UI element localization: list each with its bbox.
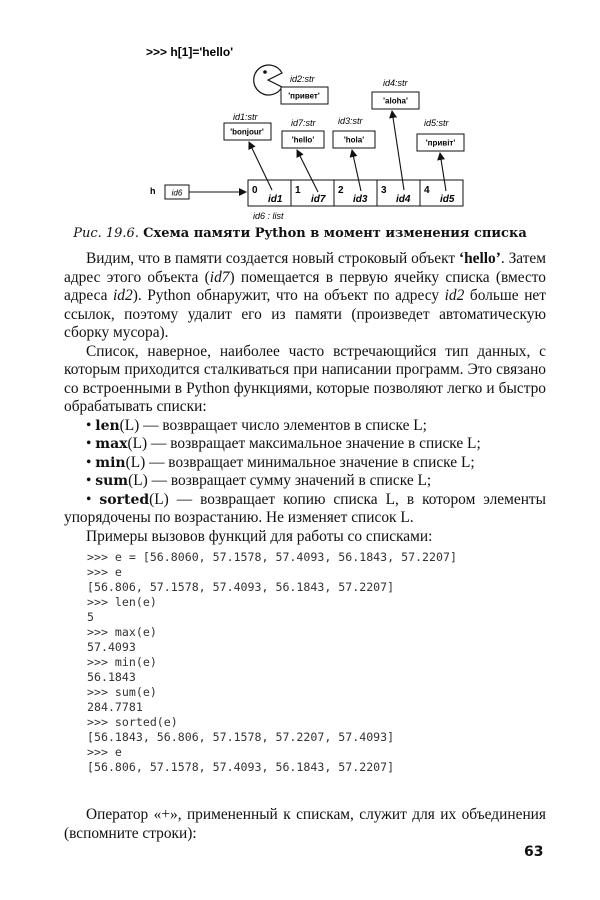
function-name: sorted <box>99 491 150 508</box>
italic-id: id7 <box>209 268 230 286</box>
code-line: >>> max(e) <box>87 625 157 639</box>
code-line: 5 <box>87 610 94 624</box>
list-item: • min(L) — возвращает минимальное значение в списке L; <box>86 453 475 471</box>
variable-ref: id6 <box>171 188 183 198</box>
function-desc: — возвращает число элементов в списке L; <box>139 416 427 434</box>
code-line: >>> e <box>87 745 122 759</box>
cell-index: 2 <box>338 185 344 196</box>
function-arg: (L) <box>128 472 148 489</box>
text-run: ). Python обнаружит, что на объект по адресу <box>132 287 445 304</box>
function-name: sum <box>95 473 129 489</box>
object-id-label: id7:str <box>291 118 316 128</box>
code-line: 284.7781 <box>87 700 143 714</box>
diagram-command: >>> h[1]='hello' <box>146 45 234 59</box>
object-id-label: id2:str <box>290 74 315 84</box>
cell-index: 0 <box>252 185 258 196</box>
cell-ref: id5 <box>440 194 455 205</box>
figure-caption <box>0 226 600 241</box>
list-item: • sum(L) — возвращает сумму значений в списке L; <box>86 472 432 489</box>
text-run: . Затем адрес этого объекта ( <box>64 250 547 286</box>
function-desc: — возвращает максимальное значение в списке L; <box>147 435 481 452</box>
code-line: [56.1843, 56.806, 57.1578, 57.2207, 57.4093] <box>87 730 395 744</box>
italic-id: id2 <box>113 287 133 304</box>
code-line: >>> sorted(e) <box>87 715 178 729</box>
examples-intro: Примеры вызовов функций для работы со списками: <box>86 527 433 545</box>
list-item: • max(L) — возвращает максимальное значение в списке L; <box>86 435 481 452</box>
function-desc: — возвращает сумму значений в списке L; <box>147 472 432 489</box>
cell-ref: id7 <box>311 194 326 205</box>
text-run: ) помещается в первую ячейку списка (вместо адреса <box>64 268 546 304</box>
code-line: >>> e = [56.8060, 57.1578, 57.4093, 56.1843, 57.2207] <box>87 550 457 564</box>
object-id-label: id4:str <box>383 78 408 88</box>
body-text <box>64 250 546 546</box>
code-line: >>> len(e) <box>87 595 157 609</box>
variable-label: h <box>150 186 156 196</box>
function-desc: — возвращает копию списка L, в котором элементы упорядочены по возрастанию. Не изменяет список L. <box>64 490 546 526</box>
function-arg: (L) <box>125 453 146 471</box>
page-number: 63 <box>524 844 544 860</box>
object-value: 'привіт' <box>425 138 456 148</box>
garbage-collector-icon <box>254 65 282 95</box>
object-value: 'hello' <box>291 135 315 145</box>
object-id-label: id5:str <box>424 118 449 128</box>
cell-ref: id3 <box>353 194 368 205</box>
pointer-arrow <box>392 111 404 190</box>
function-list <box>64 417 546 528</box>
figure-number: Рис. 19.6. <box>73 226 139 241</box>
cell-index: 3 <box>381 185 387 196</box>
function-name: len <box>95 417 120 434</box>
text-run: больше нет ссылок, поэтому удалит его из памяти (произведет автоматическую сборку мусора). <box>64 287 546 341</box>
code-line: [56.806, 57.1578, 57.4093, 56.1843, 57.2207] <box>87 580 395 594</box>
memory-diagram <box>0 0 600 225</box>
cell-ref: id1 <box>268 194 283 205</box>
list-item: • sorted(L) — возвращает копию списка L, в котором элементы упорядочены по возрастанию. Не изменяет список L. <box>64 490 546 526</box>
function-arg: (L) <box>119 416 140 434</box>
function-desc: — возвращает минимальное значение в списке L; <box>145 453 475 471</box>
cell-index: 4 <box>424 185 430 196</box>
paragraph-lists: Список, наверное, наиболее часто встречающийся тип данных, с которым приходится сталкиваться при написании программ. Это связано со встроенными в Python функциями, которые позволяют легко и быстро обрабатывать списки: <box>64 342 546 415</box>
text-run: Видим, что в памяти создается новый строковый объект <box>86 250 459 267</box>
function-name: min <box>95 454 126 471</box>
cell-index: 1 <box>295 185 301 196</box>
paragraph-hello <box>64 250 546 343</box>
garbage-collector-eye <box>263 70 267 74</box>
outro-paragraph: Оператор «+», примененный к спискам, служит для их объединения (вспомните строки): <box>64 806 546 843</box>
cell-ref: id4 <box>396 194 411 205</box>
object-id-label: id3:str <box>338 116 363 126</box>
code-line: >>> min(e) <box>87 655 157 669</box>
list-item: • len(L) — возвращает число элементов в списке L; <box>86 416 427 434</box>
list-type-label: id6 : list <box>253 211 284 221</box>
object-value: 'привет' <box>288 91 320 101</box>
figure-title: Схема памяти Python в момент изменения списка <box>143 226 527 241</box>
italic-id: id2 <box>444 287 465 304</box>
code-block <box>87 550 457 775</box>
code-line: >>> e <box>87 565 122 579</box>
code-line: 56.1843 <box>87 670 136 684</box>
bold-literal: ‘hello’ <box>458 250 501 267</box>
function-arg: (L) <box>149 490 169 508</box>
function-name: max <box>95 436 128 452</box>
object-id-label: id1:str <box>233 112 258 122</box>
object-value: 'hola' <box>343 135 365 145</box>
object-value: 'bonjour' <box>230 127 264 137</box>
code-line: [56.806, 57.1578, 57.4093, 56.1843, 57.2207] <box>87 760 395 774</box>
code-line: >>> sum(e) <box>87 685 157 699</box>
object-value: 'aloha' <box>383 96 408 106</box>
code-line: 57.4093 <box>87 640 136 654</box>
function-arg: (L) <box>127 435 148 452</box>
